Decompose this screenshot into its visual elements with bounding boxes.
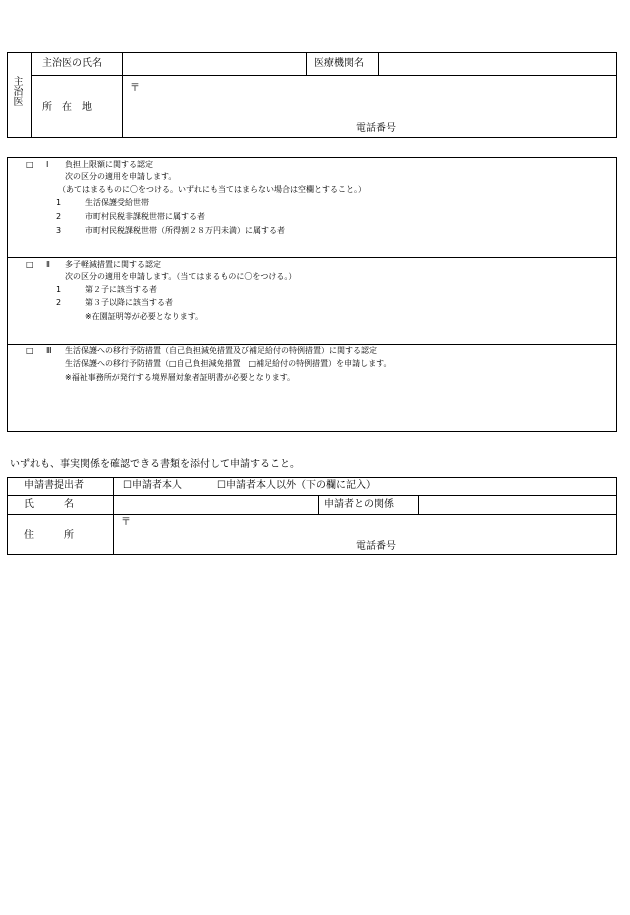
submitter-name-field[interactable]: [115, 496, 316, 513]
section1-line2: （あてはまるものに〇をつける。いずれにも当てはまらない場合は空欄とすること。）: [58, 185, 366, 194]
section2-line1: 次の区分の適用を申請します。（当てはまるものに〇をつける。）: [65, 272, 297, 281]
section3-checkbox[interactable]: □: [26, 346, 34, 355]
section1-item-1-num: 1: [56, 198, 62, 207]
section1-checkbox[interactable]: □: [26, 160, 34, 169]
section2-item-1-text: 第２子に該当する者: [85, 285, 157, 294]
section3-numeral: Ⅲ: [46, 346, 52, 355]
section1-item-2-text: 市町村民税非課税世帯に属する者: [85, 212, 205, 221]
section1-item-3-num: 3: [56, 226, 62, 235]
section1-numeral: Ⅰ: [46, 160, 49, 169]
doctor-name-field[interactable]: [124, 53, 304, 74]
section2-title: 多子軽減措置に関する認定: [65, 260, 161, 269]
submitter-option-other[interactable]: ☐申請者本人以外（下の欄に記入）: [217, 480, 376, 491]
section1-item-3-text: 市町村民税課税世帯（所得割２８万円未満）に属する者: [85, 226, 285, 235]
section3-note: ※福祉事務所が発行する境界層対象者証明書が必要となります。: [65, 373, 296, 382]
doctor-name-label: 主治医の氏名: [42, 58, 102, 69]
doctor-postal-mark: 〒: [130, 83, 140, 94]
doctor-phone-label: 電話番号: [356, 123, 396, 134]
submitter-phone-label: 電話番号: [356, 541, 396, 552]
section1-item-2-num: 2: [56, 212, 62, 221]
section2-note: ※在園証明等が必要となります。: [85, 312, 204, 321]
section2-checkbox[interactable]: □: [26, 260, 34, 269]
attachment-notice: いずれも、事実関係を確認できる書類を添付して申請すること。: [10, 459, 300, 470]
institution-field[interactable]: [380, 53, 615, 74]
submitter-label: 申請書提出者: [24, 480, 84, 491]
relation-label: 申請者との関係: [324, 499, 394, 510]
section2-item-2-num: 2: [56, 298, 62, 307]
submitter-name-label: 氏 名: [24, 499, 74, 510]
submitter-postal-mark: 〒: [121, 517, 131, 528]
doctor-address-label: 所 在 地: [42, 102, 92, 113]
section2-numeral: Ⅱ: [46, 260, 50, 269]
section1-title: 負担上限額に関する認定: [65, 160, 153, 169]
section3-title: 生活保護への移行予防措置（自己負担減免措置及び補足給付の特例措置）に関する認定: [65, 346, 377, 355]
submitter-option-self[interactable]: ☐申請者本人: [123, 480, 182, 491]
section3-line1: 生活保護への移行予防措置（□自己負担減免措置 □補足給付の特例措置）を申請します。: [65, 359, 392, 368]
submitter-address-label: 住 所: [24, 530, 74, 541]
relation-field[interactable]: [420, 496, 615, 513]
doctor-side-label: 主治医: [11, 76, 22, 106]
section1-item-1-text: 生活保護受給世帯: [85, 198, 149, 207]
section2-item-2-text: 第３子以降に該当する者: [85, 298, 173, 307]
section1-line1: 次の区分の適用を申請します。: [65, 172, 177, 181]
institution-label: 医療機関名: [314, 58, 364, 69]
section2-item-1-num: 1: [56, 285, 62, 294]
